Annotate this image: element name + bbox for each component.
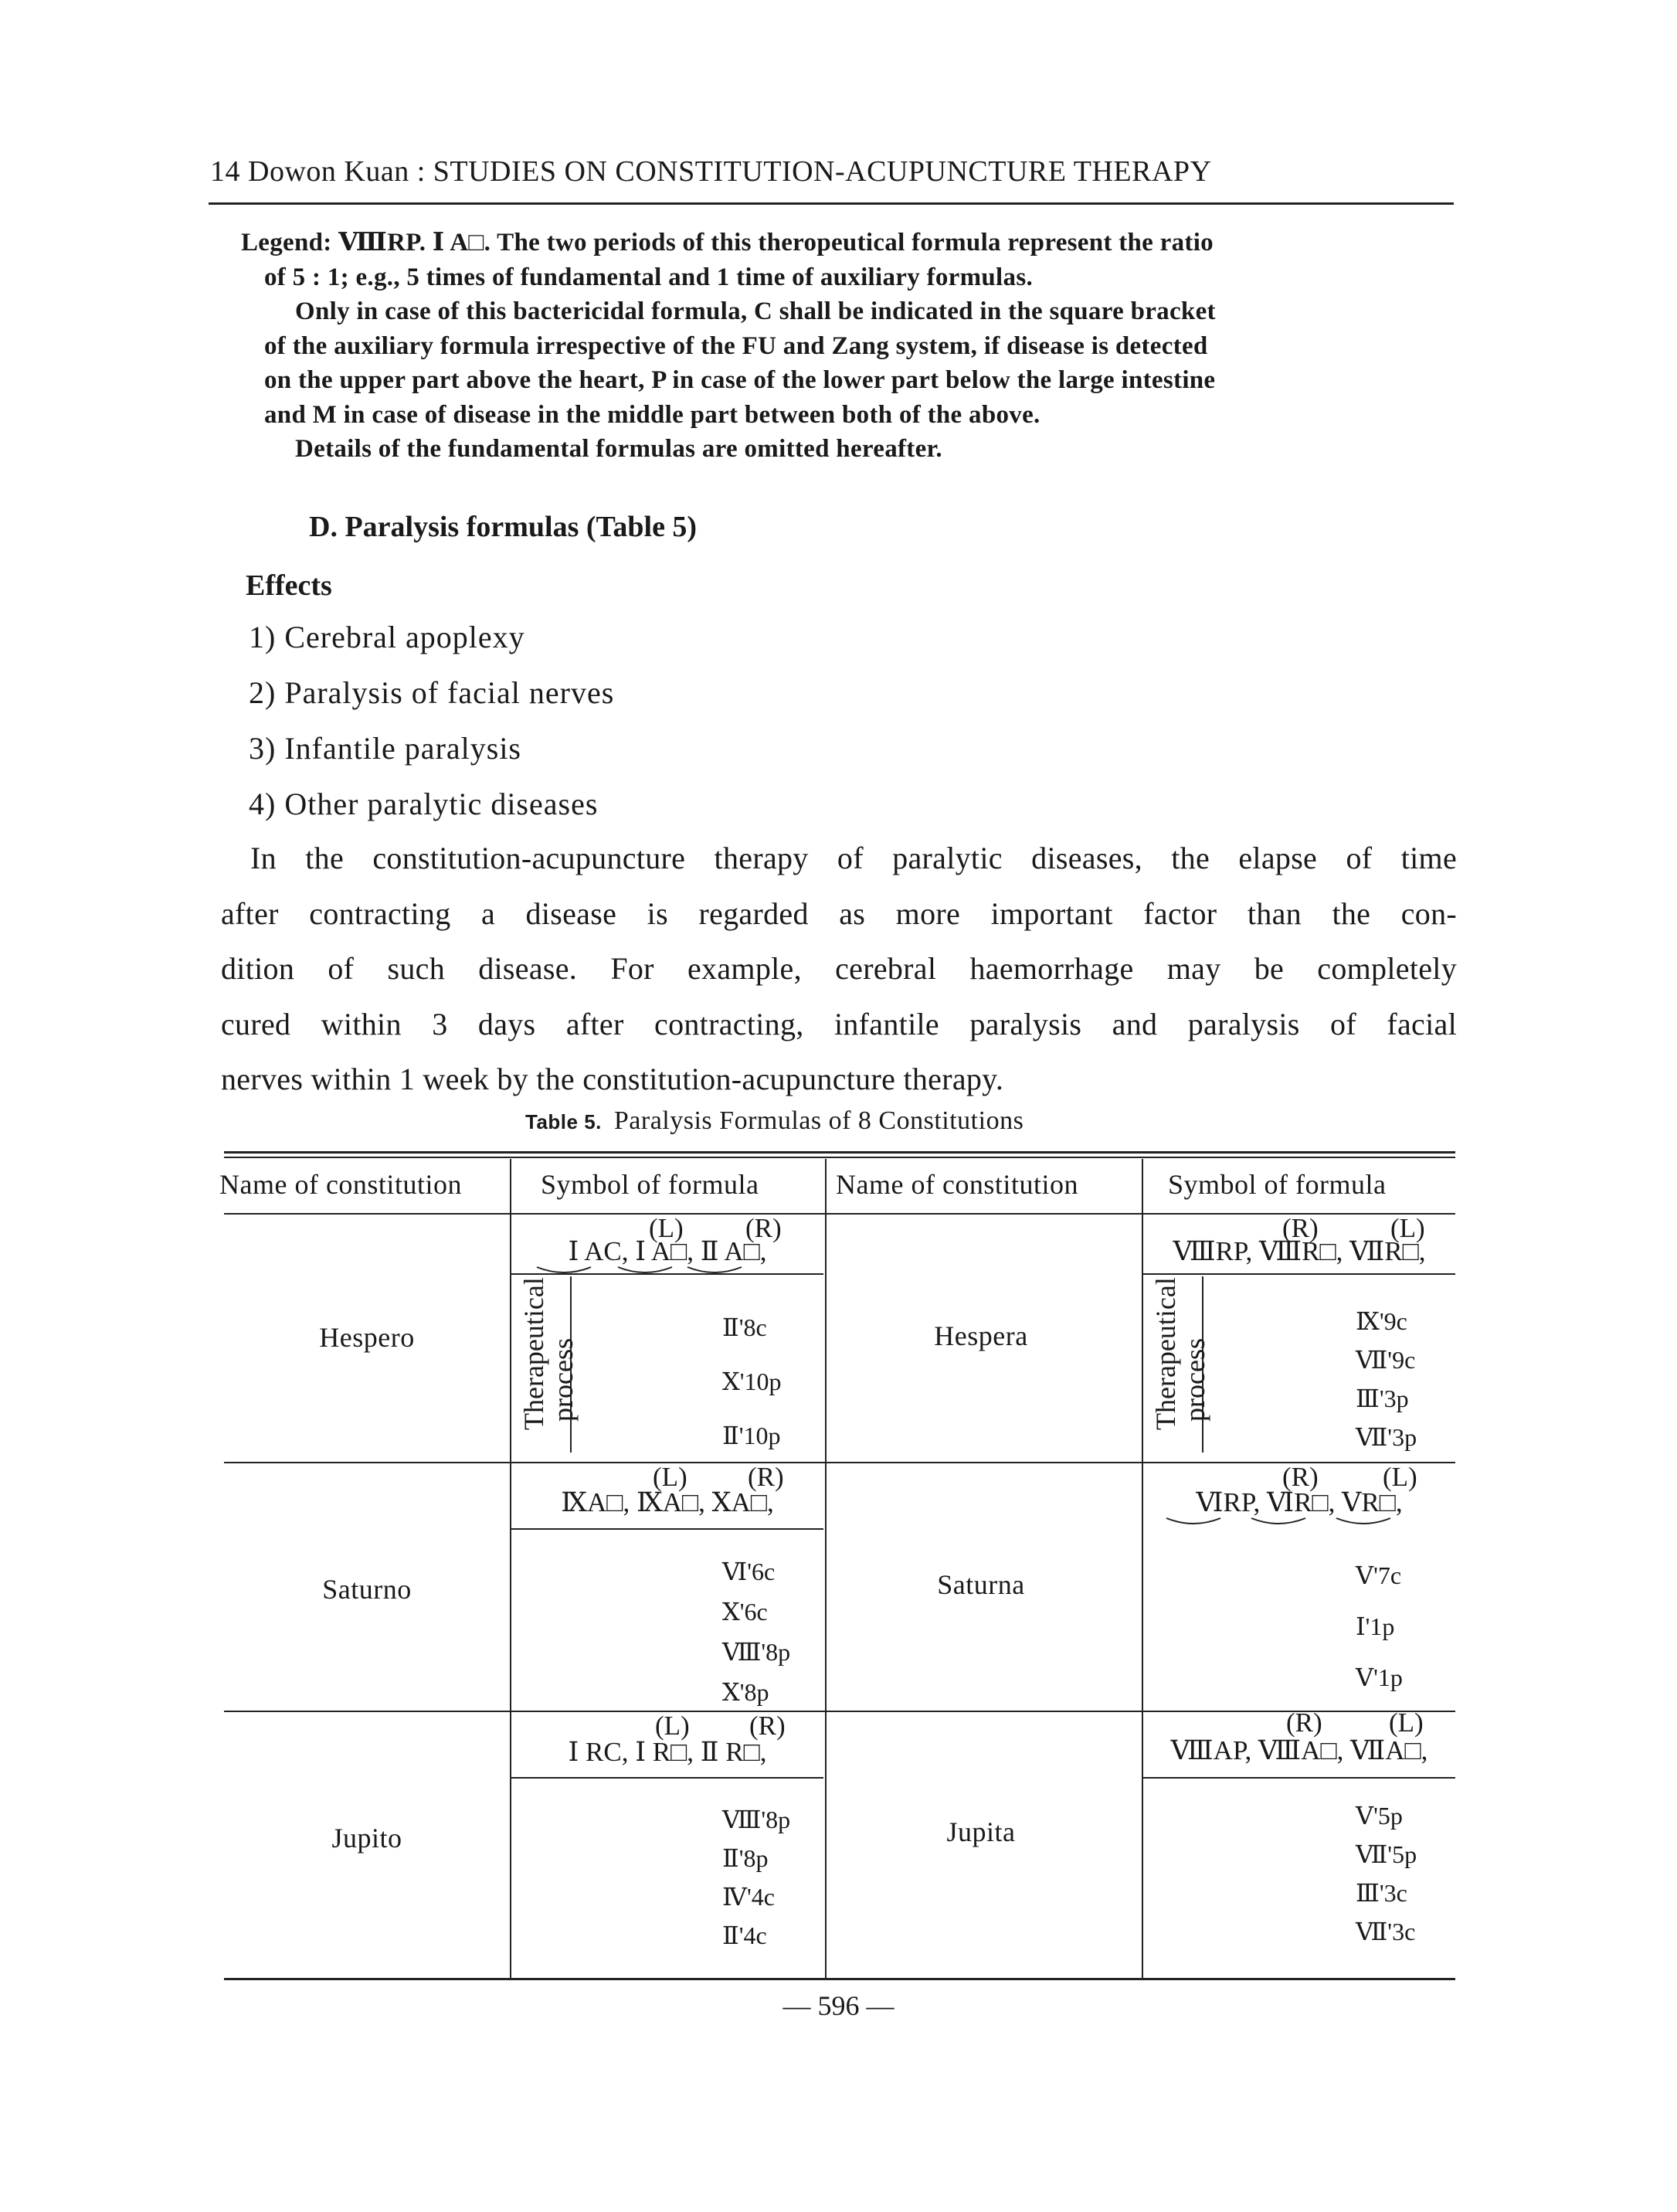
side-label-left: (L) <box>653 1462 687 1492</box>
process-step: Ⅹ'6c <box>722 1598 768 1626</box>
table-top-rule <box>224 1151 1455 1154</box>
process-step: Ⅷ'8p <box>722 1806 791 1833</box>
side-label-left: (L) <box>1389 1707 1424 1738</box>
formula-symbol: ⅥRP, ⅥR□, ⅤR□, <box>1196 1487 1403 1517</box>
process-steps <box>1356 1550 1403 1703</box>
constitution-name: Jupito <box>331 1823 402 1854</box>
paragraph-line: cured within 3 days after contracting, infantile paralysis and paralysis of facial <box>221 1006 1457 1041</box>
paragraph-line: dition of such disease. For example, cerebral haemorrhage may be completely <box>221 951 1457 986</box>
table-row-rule <box>224 1711 1455 1712</box>
process-steps <box>722 1800 790 1955</box>
legend-block <box>241 226 1454 467</box>
table-column-rule <box>825 1159 827 1978</box>
process-step: Ⅴ'5p <box>1356 1802 1403 1830</box>
process-label-line: Therapeutical <box>1150 1277 1181 1430</box>
paragraph-line: nerves within 1 week by the constitution-acupuncture therapy. <box>221 1062 1004 1096</box>
formula-rule <box>1143 1777 1455 1779</box>
process-label <box>518 1277 579 1430</box>
side-label-left: (L) <box>1383 1462 1417 1492</box>
process-step: Ⅹ'10p <box>722 1368 782 1395</box>
paragraph-line: In the constitution-acupuncture therapy of paralytic diseases, the elapse of time <box>250 841 1457 875</box>
formula-rule <box>511 1528 823 1530</box>
process-step: Ⅱ'10p <box>722 1422 781 1449</box>
paragraph-line: after contracting a disease is regarded as more important factor than the con- <box>221 895 1457 931</box>
process-step: Ⅲ'3c <box>1356 1879 1407 1907</box>
table-caption-label: Table 5. <box>525 1110 602 1133</box>
table-top-rule <box>224 1157 1455 1158</box>
table-caption-title: Paralysis Formulas of 8 Constitutions <box>613 1106 1024 1135</box>
legend-line: Details of the fundamental formulas are omitted hereafter. <box>295 435 942 463</box>
side-label-right: (R) <box>1282 1213 1319 1243</box>
formula-symbol: ⅧRP, ⅧR□, ⅦR□, <box>1173 1236 1426 1266</box>
process-step: Ⅶ'3p <box>1356 1423 1417 1451</box>
constitution-name: Jupita <box>946 1816 1016 1847</box>
process-step: Ⅱ'8p <box>722 1844 769 1872</box>
side-label-right: (R) <box>1282 1462 1319 1492</box>
table-column-rule <box>510 1159 511 1978</box>
process-step: Ⅶ'9c <box>1356 1346 1416 1374</box>
formula-symbol: ⅧAP, ⅧA□, ⅦA□, <box>1170 1735 1428 1765</box>
body-paragraph <box>221 831 1457 1107</box>
legend-line: Only in case of this bactericidal formula, C shall be indicated in the square bracket <box>295 297 1216 325</box>
header-symbol-of-formula: Symbol of formula <box>541 1169 759 1200</box>
process-step: Ⅰ'1p <box>1356 1612 1395 1640</box>
process-label-line: process <box>1180 1338 1210 1422</box>
process-steps <box>722 1300 782 1463</box>
effects-list <box>249 614 614 837</box>
process-step: Ⅸ'9c <box>1356 1307 1407 1335</box>
legend-line: and M in case of disease in the middle part between both of the above. <box>264 400 1040 429</box>
process-label <box>1150 1277 1210 1430</box>
table-bottom-rule <box>224 1978 1455 1980</box>
process-step: Ⅶ'5p <box>1356 1840 1417 1868</box>
formula-symbol: ⅨA□, ⅨA□, ⅩA□, <box>561 1487 774 1517</box>
process-step: Ⅶ'3c <box>1356 1918 1416 1945</box>
side-label-right: (R) <box>749 1711 786 1741</box>
process-step: Ⅴ'1p <box>1356 1663 1403 1691</box>
header-name-of-constitution: Name of constitution <box>836 1169 1078 1200</box>
effects-heading: Effects <box>246 569 332 602</box>
header-symbol-of-formula: Symbol of formula <box>1168 1169 1387 1200</box>
formula-symbol: Ⅰ AC, Ⅰ A□, Ⅱ A□, <box>568 1236 767 1266</box>
process-steps <box>1356 1796 1417 1951</box>
header-name-of-constitution: Name of constitution <box>219 1169 462 1200</box>
page-number: — 596 — <box>782 1990 895 2021</box>
side-label-right: (R) <box>745 1213 782 1243</box>
legend-line: of the auxiliary formula irrespective of the FU and Zang system, if disease is detected <box>264 331 1208 360</box>
process-steps <box>1356 1302 1417 1456</box>
process-step: Ⅴ'7c <box>1356 1561 1402 1589</box>
process-step: Ⅹ'8p <box>722 1678 769 1706</box>
constitution-name: Saturna <box>937 1569 1025 1600</box>
process-step: Ⅱ'8c <box>722 1313 767 1341</box>
side-label-left: (L) <box>649 1213 684 1243</box>
process-step: Ⅵ'6c <box>722 1558 776 1585</box>
formula-rule <box>1143 1273 1455 1275</box>
constitution-name: Hespero <box>319 1322 415 1353</box>
table-caption <box>525 1106 1024 1136</box>
constitution-name: Saturno <box>322 1574 412 1605</box>
process-step: Ⅷ'8p <box>722 1638 791 1666</box>
legend-line: on the upper part above the heart, P in case of the lower part below the large intestine <box>264 366 1216 394</box>
formula-brace <box>533 1266 827 1281</box>
process-step: Ⅲ'3p <box>1356 1385 1409 1412</box>
constitution-name: Hespera <box>934 1320 1028 1351</box>
side-label-left: (L) <box>1390 1213 1425 1243</box>
table-row-rule <box>224 1462 1455 1463</box>
formula-rule <box>511 1777 823 1779</box>
legend-line: of 5 : 1; e.g., 5 times of fundamental and 1 time of auxiliary formulas. <box>264 263 1034 291</box>
running-header: 14 Dowon Kuan : STUDIES ON CONSTITUTION-ACUPUNCTURE THERAPY <box>210 155 1212 188</box>
effects-item: 3) Infantile paralysis <box>249 731 521 766</box>
process-step: Ⅳ'4c <box>722 1883 775 1911</box>
formula-symbol: Ⅰ RC, Ⅰ R□, Ⅱ R□, <box>568 1737 767 1767</box>
effects-item: 2) Paralysis of facial nerves <box>249 675 615 710</box>
process-label-line: Therapeutical <box>518 1277 549 1430</box>
process-steps <box>722 1551 790 1712</box>
header-rule <box>209 202 1454 205</box>
table-header-rule <box>224 1213 1455 1215</box>
effects-item: 4) Other paralytic diseases <box>249 787 599 821</box>
effects-item: 1) Cerebral apoplexy <box>249 620 525 654</box>
table-column-rule <box>1142 1159 1143 1978</box>
side-label-right: (R) <box>1286 1707 1322 1738</box>
legend-line: Legend: ⅧRP. Ⅰ A□. The two periods of this theropeutical formula represent the ratio <box>241 229 1214 257</box>
process-label-line: process <box>548 1338 579 1422</box>
formula-brace <box>1163 1517 1456 1532</box>
side-label-left: (L) <box>655 1711 690 1741</box>
section-heading: D. Paralysis formulas (Table 5) <box>309 511 698 543</box>
side-label-right: (R) <box>748 1462 784 1492</box>
process-step: Ⅱ'4c <box>722 1921 767 1949</box>
